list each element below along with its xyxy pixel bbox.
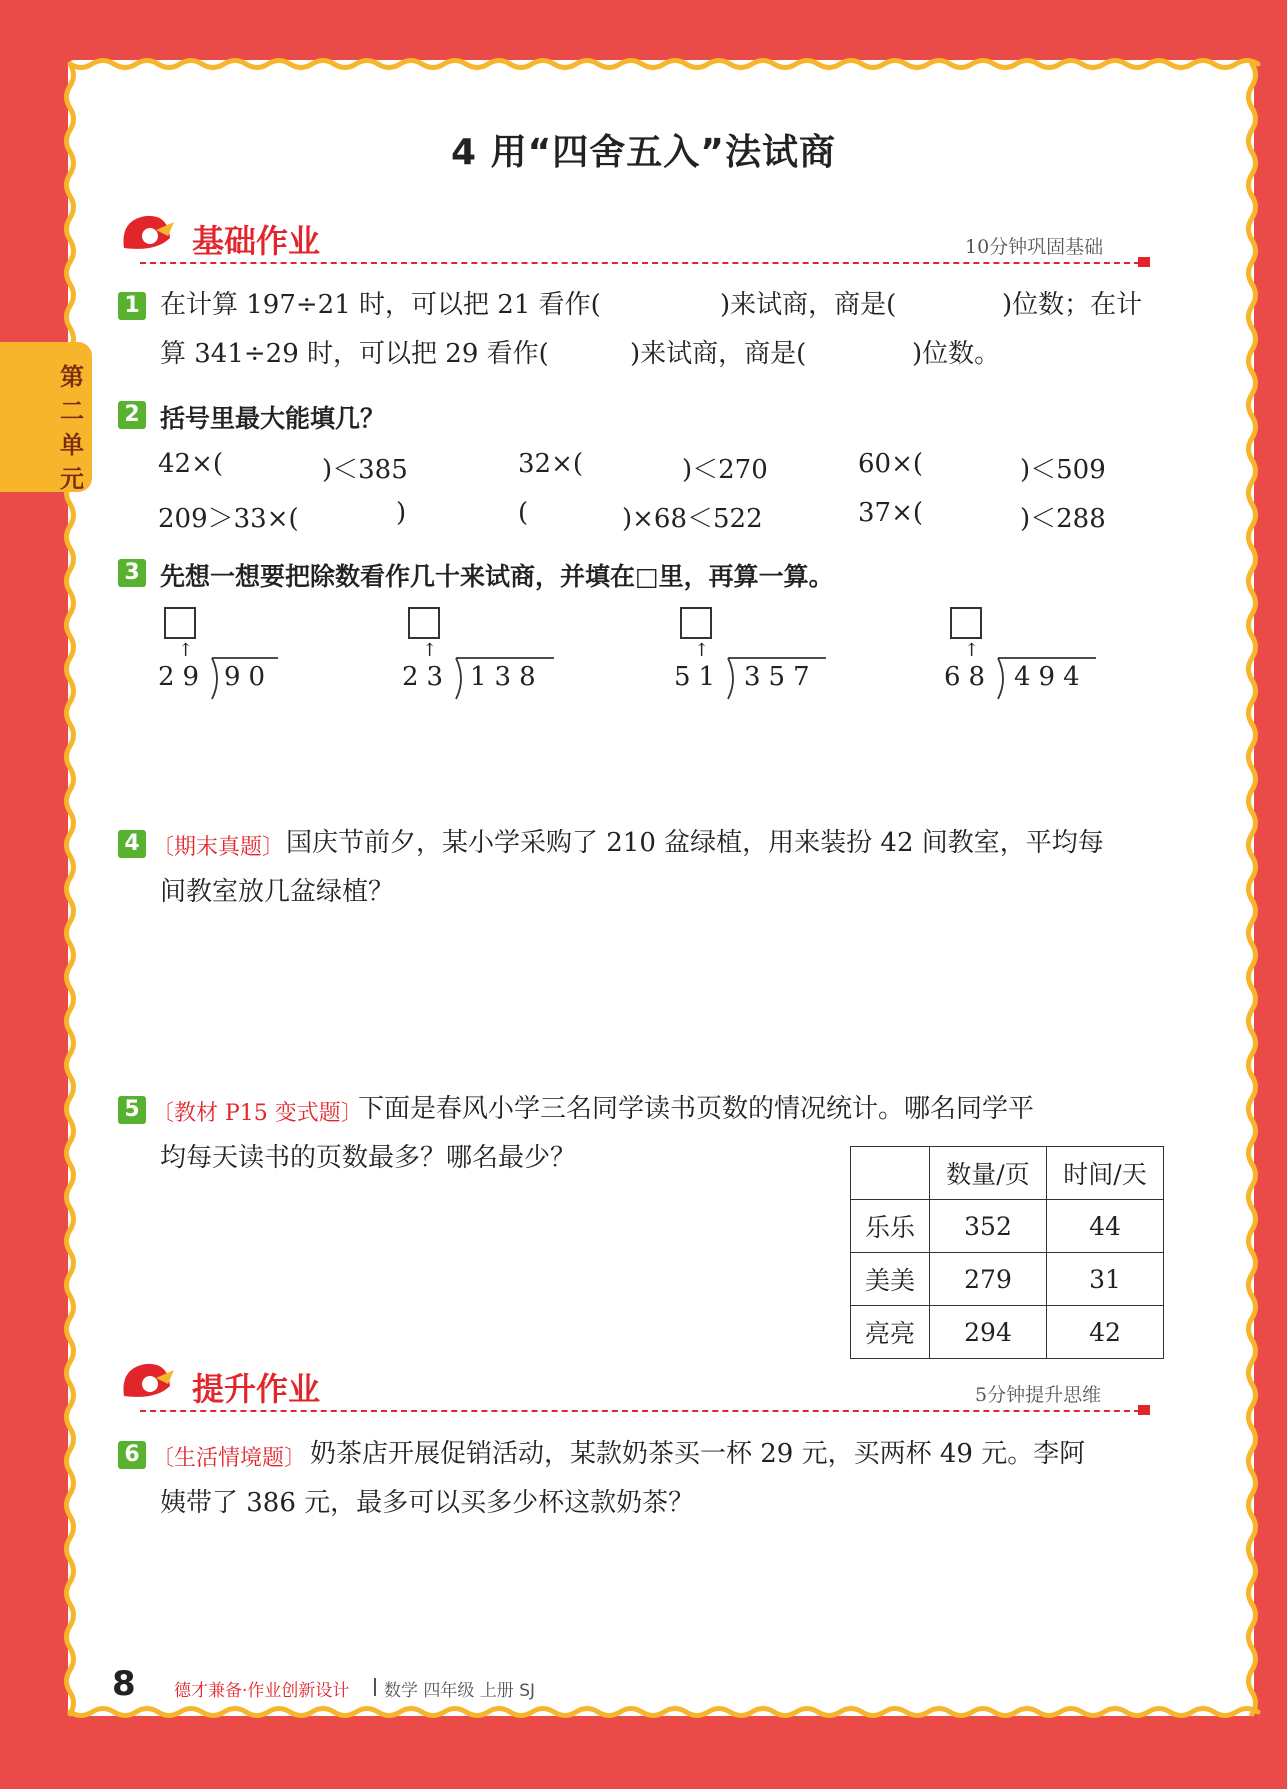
dividend: 138 xyxy=(470,662,544,692)
section-title-basic: 基础作业 xyxy=(192,222,321,260)
table-header xyxy=(851,1147,930,1200)
q2-item-right: )＜385 xyxy=(322,455,408,485)
table-header: 时间/天 xyxy=(1047,1147,1164,1200)
q2-item-left: 37×( xyxy=(858,498,924,528)
section-title-advanced: 提升作业 xyxy=(192,1370,321,1408)
table-cell: 31 xyxy=(1047,1253,1164,1306)
table-row xyxy=(851,1306,1164,1359)
q2-item-right: )＜288 xyxy=(1020,504,1106,534)
q2-item-right: ) xyxy=(396,498,407,528)
footer-brand: 德才兼备·作业创新设计 xyxy=(174,1681,350,1701)
divisor: 23 xyxy=(402,662,452,692)
dividend: 357 xyxy=(744,662,818,692)
q2-item-left: 42×( xyxy=(158,449,224,479)
q5-tag: 〔教材 P15 变式题〕 xyxy=(152,1101,363,1126)
divider-end-mark xyxy=(1138,1405,1150,1415)
up-arrow-icon: ↑ xyxy=(964,640,980,661)
footer-info: 数学 四年级 上册 SJ xyxy=(384,1681,536,1701)
section-divider xyxy=(140,262,1140,264)
section-subtitle-advanced: 5分钟提升思维 xyxy=(975,1384,1102,1406)
q2-item-left: ( xyxy=(518,498,529,528)
table-header-row xyxy=(851,1147,1164,1200)
table-cell: 279 xyxy=(930,1253,1047,1306)
bell-icon xyxy=(116,208,178,260)
unit-tab-label: 第二单元 xyxy=(60,363,84,493)
q2-text: 括号里最大能填几？ xyxy=(160,404,386,433)
divisor: 29 xyxy=(158,662,208,692)
table-cell: 294 xyxy=(930,1306,1047,1359)
estimate-box[interactable] xyxy=(950,607,982,639)
up-arrow-icon: ↑ xyxy=(422,640,438,661)
q4-line1: 国庆节前夕，某小学采购了 210 盆绿植，用来装扮 42 间教室，平均每 xyxy=(286,828,1104,858)
q2-item-left: 60×( xyxy=(858,449,924,479)
section-subtitle-basic: 10分钟巩固基础 xyxy=(965,236,1104,258)
q1-line2-b: )来试商，商是( xyxy=(630,339,807,369)
question-number: 2 xyxy=(118,401,146,429)
estimate-box[interactable] xyxy=(408,607,440,639)
question-number: 4 xyxy=(118,830,146,858)
q6-line2: 姨带了 386 元，最多可以买多少杯这款奶茶？ xyxy=(160,1488,695,1518)
table-cell: 美美 xyxy=(851,1253,930,1306)
table-row xyxy=(851,1253,1164,1306)
table-cell: 352 xyxy=(930,1200,1047,1253)
divisor: 68 xyxy=(944,662,994,692)
question-number: 5 xyxy=(118,1096,146,1124)
q5-line1: 下面是春风小学三名同学读书页数的情况统计。哪名同学平 xyxy=(358,1094,1035,1124)
q4-tag: 〔期末真题〕 xyxy=(152,835,285,860)
table-cell: 42 xyxy=(1047,1306,1164,1359)
q3-text: 先想一想要把除数看作几十来试商，并填在□里，再算一算。 xyxy=(160,562,834,591)
divisor: 51 xyxy=(674,662,724,692)
table-header: 数量/页 xyxy=(930,1147,1047,1200)
divider-end-mark xyxy=(1138,257,1150,267)
q1-line2-a: 算 341÷29 时，可以把 29 看作( xyxy=(160,339,549,369)
estimate-box[interactable] xyxy=(680,607,712,639)
q6-tag: 〔生活情境题〕 xyxy=(152,1446,307,1471)
table-cell: 乐乐 xyxy=(851,1200,930,1253)
q1-line2-c: )位数。 xyxy=(912,339,1001,369)
q2-item-left: 209＞33×( xyxy=(158,504,299,534)
page-number: 8 xyxy=(112,1664,136,1704)
q1-line1-a: 在计算 197÷21 时，可以把 21 看作( xyxy=(160,290,601,320)
q4-line2: 间教室放几盆绿植？ xyxy=(160,877,395,907)
bell-icon xyxy=(116,1356,178,1408)
table-cell: 44 xyxy=(1047,1200,1164,1253)
estimate-box[interactable] xyxy=(164,607,196,639)
footer-separator xyxy=(374,1678,376,1696)
up-arrow-icon: ↑ xyxy=(694,640,710,661)
q2-item-right: )＜270 xyxy=(682,455,768,485)
table-cell: 亮亮 xyxy=(851,1306,930,1359)
question-number: 1 xyxy=(118,292,146,320)
q5-line2: 均每天读书的页数最多？哪名最少？ xyxy=(160,1143,577,1173)
section-divider xyxy=(140,1410,1140,1412)
question-number: 3 xyxy=(118,559,146,587)
table-row xyxy=(851,1200,1164,1253)
dividend: 494 xyxy=(1014,662,1088,692)
q2-item-left: 32×( xyxy=(518,449,584,479)
question-number: 6 xyxy=(118,1441,146,1469)
reading-stats-table xyxy=(850,1146,1164,1359)
up-arrow-icon: ↑ xyxy=(178,640,194,661)
q2-item-right: )×68＜522 xyxy=(622,504,763,534)
q1-line1-c: )位数；在计 xyxy=(1002,290,1143,320)
q1-line1-b: )来试商，商是( xyxy=(720,290,897,320)
dividend: 90 xyxy=(224,662,274,692)
q6-line1: 奶茶店开展促销活动，某款奶茶买一杯 29 元，买两杯 49 元。李阿 xyxy=(310,1439,1086,1469)
page-title: 4 用“四舍五入”法试商 xyxy=(451,132,836,173)
q2-item-right: )＜509 xyxy=(1020,455,1106,485)
